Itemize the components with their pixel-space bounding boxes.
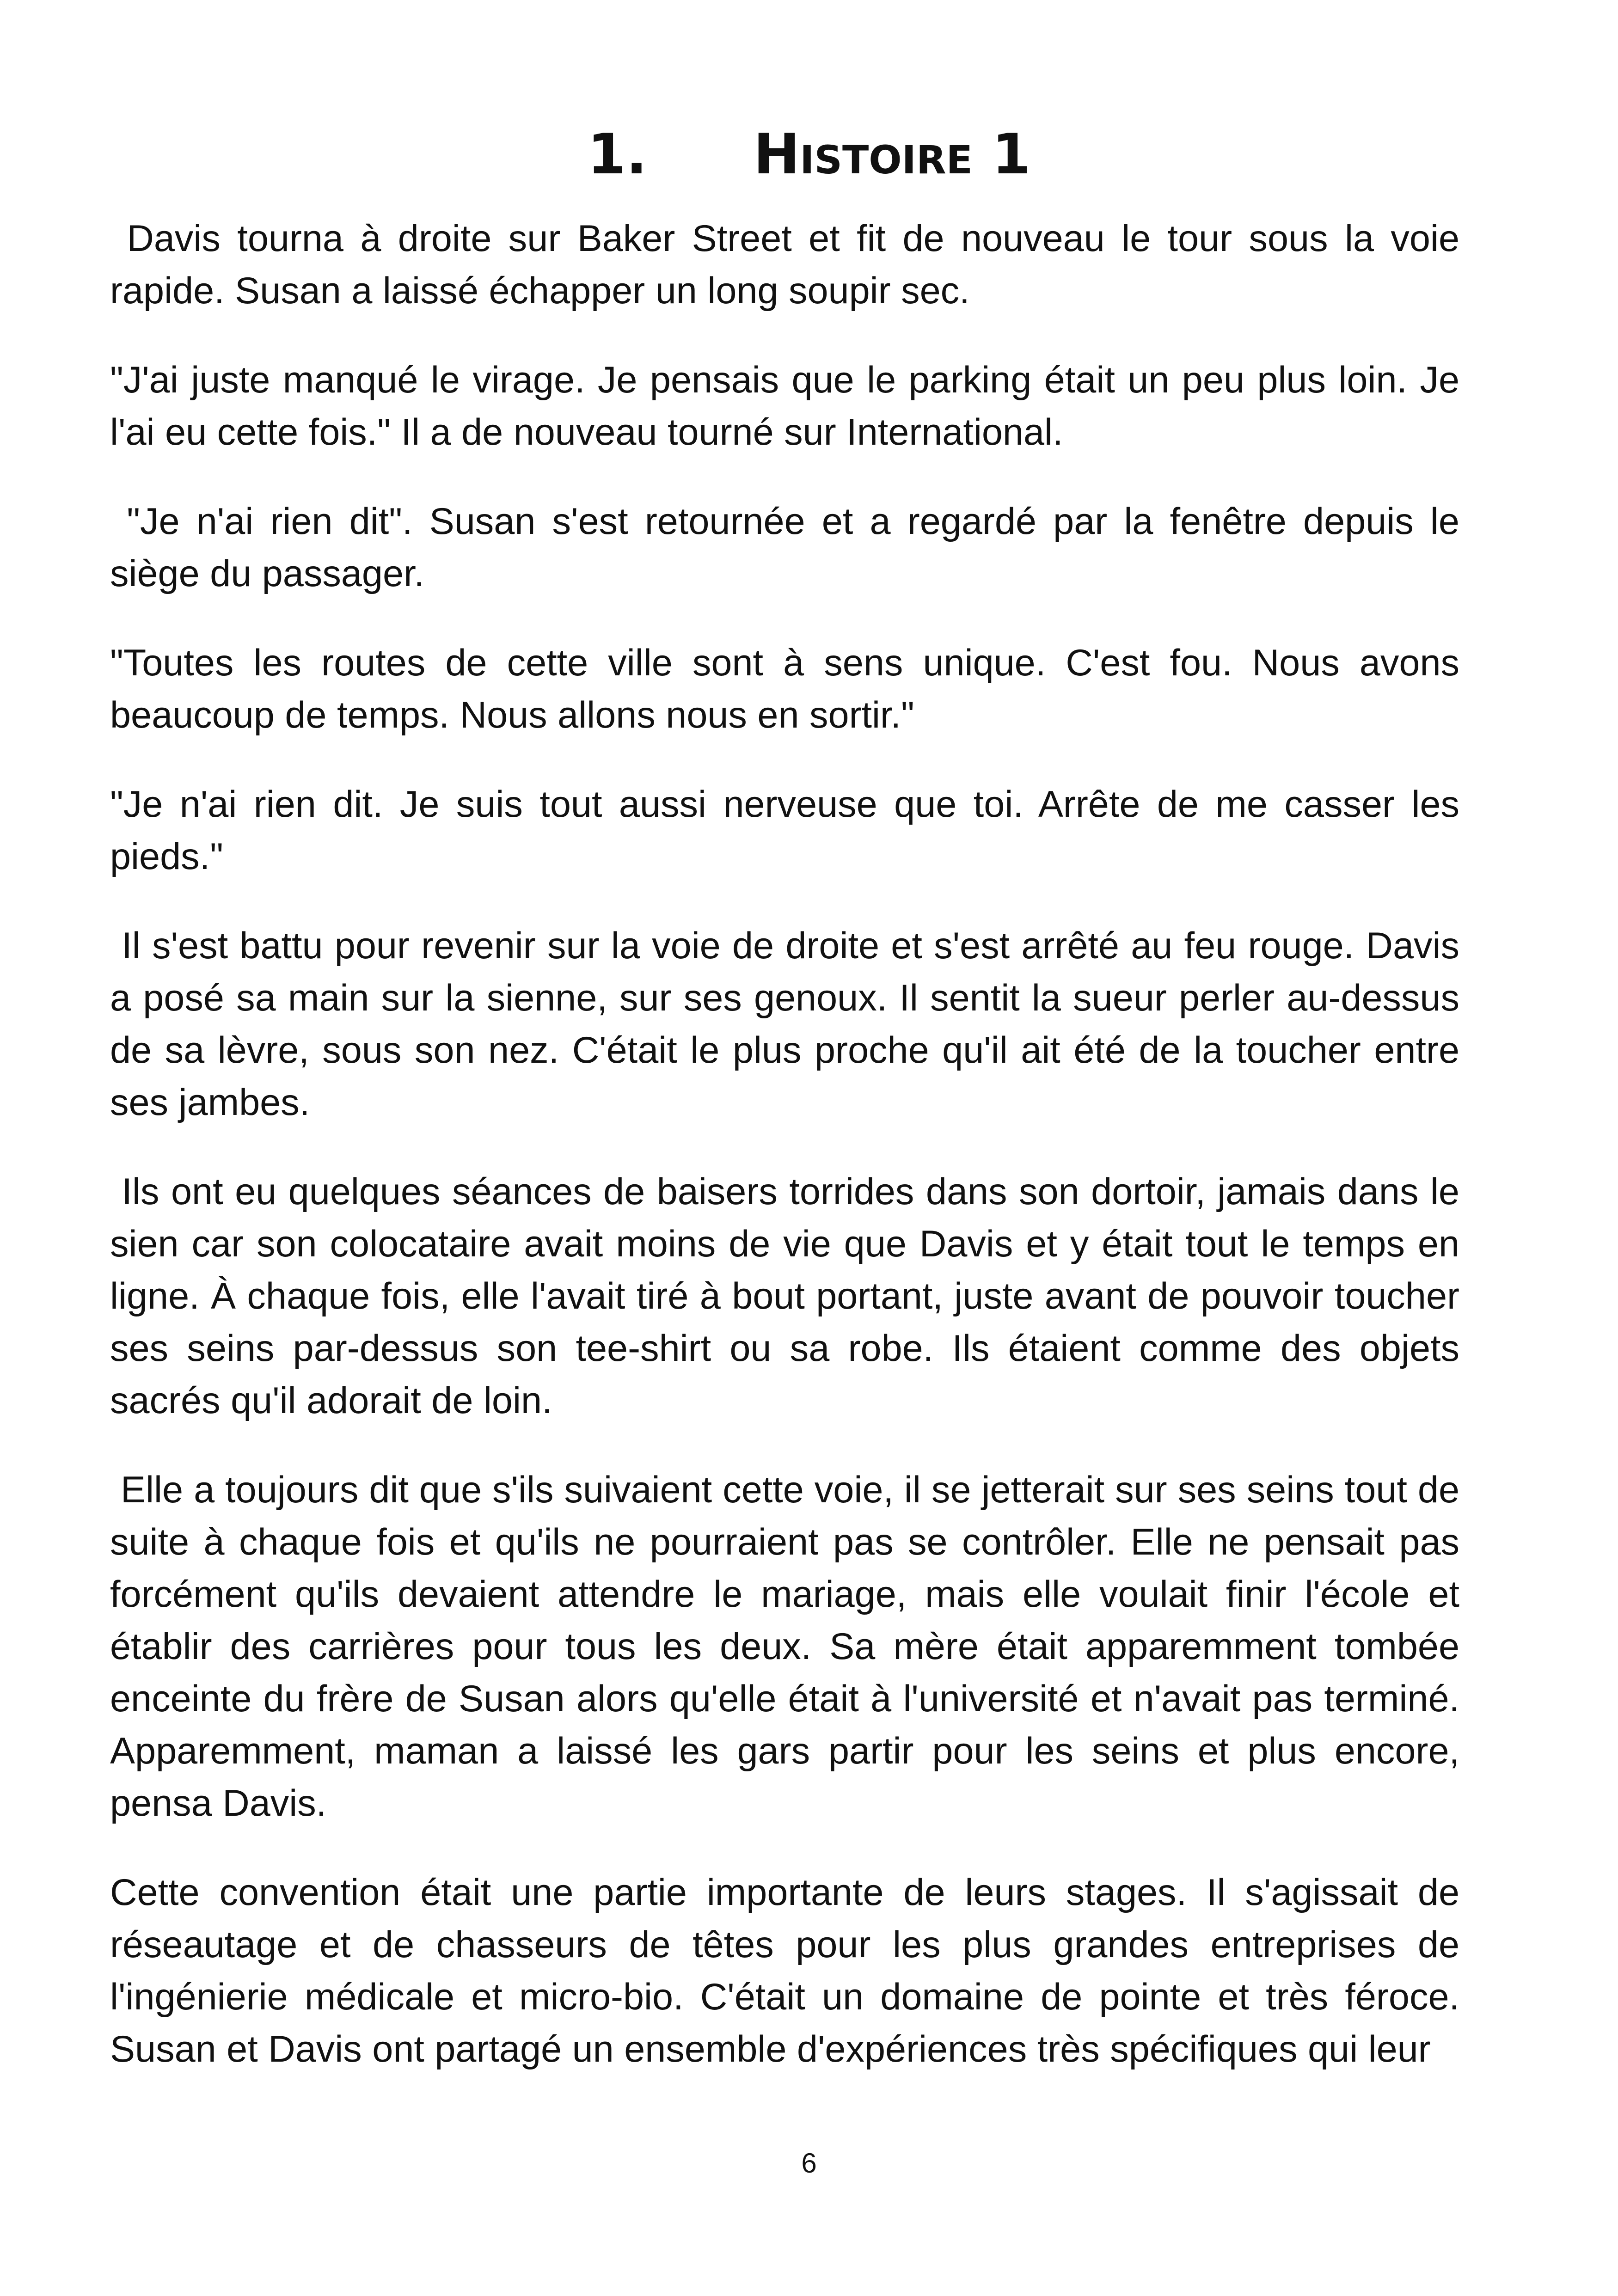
paragraph: Ils ont eu quelques séances de baisers torrides dans son dortoir, jamais dans le sien car son colocataire avait moins de vie que Davis et y était tout le temps en ligne. À chaque fois, elle l'avait tiré à bout portant, juste avant de pouvoir toucher ses seins par-dessus son tee-shirt ou sa robe. Ils étaient comme des objets sacrés qu'il adorait de loin.	[110, 1171, 1470, 1421]
paragraph: Cette convention était une partie importante de leurs stages. Il s'agissait de réseautage et de chasseurs de têtes pour les plus grandes entreprises de l'ingénierie médicale et micro-bio. C'était un domaine de pointe et très féroce. Susan et Davis ont partagé un ensemble d'expériences très spécifiques qui leur	[110, 1872, 1470, 2070]
paragraph: Davis tourna à droite sur Baker Street et fit de nouveau le tour sous la voie rapide. Susan a laissé échapper un long soupir sec.	[110, 218, 1470, 312]
paragraph: Elle a toujours dit que s'ils suivaient cette voie, il se jetterait sur ses seins tout de suite à chaque fois et qu'ils ne pourraient pas se contrôler. Elle ne pensait pas forcément qu'ils devaient attendre le mariage, mais elle voulait finir l'école et établir des carrières pour tous les deux. Sa mère était apparemment tombée enceinte du frère de Susan alors qu'elle était à l'université et n'avait pas terminé. Apparemment, maman a laissé les gars partir pour les seins et plus encore, pensa Davis.	[110, 1469, 1470, 1824]
body-text	[110, 213, 1470, 2112]
chapter-heading	[0, 118, 1618, 192]
chapter-title: Histoire 1	[753, 122, 1031, 187]
page-number: 6	[801, 2148, 817, 2179]
paragraph: "Toutes les routes de cette ville sont à sens unique. C'est fou. Nous avons beaucoup de temps. Nous allons nous en sortir."	[110, 642, 1470, 736]
paragraph: "J'ai juste manqué le virage. Je pensais que le parking était un peu plus loin. Je l'ai eu cette fois." Il a de nouveau tourné sur International.	[110, 359, 1470, 453]
paragraph: "Je n'ai rien dit". Susan s'est retournée et a regardé par la fenêtre depuis le siège du passager.	[110, 501, 1470, 594]
chapter-number: 1.	[587, 122, 647, 187]
paragraph: Il s'est battu pour revenir sur la voie de droite et s'est arrêté au feu rouge. Davis a posé sa main sur la sienne, sur ses genoux. Il sentit la sueur perler au-dessus de sa lèvre, sous son nez. C'était le plus proche qu'il ait été de la toucher entre ses jambes.	[110, 925, 1470, 1123]
paragraph: "Je n'ai rien dit. Je suis tout aussi nerveuse que toi. Arrête de me casser les pieds."	[110, 784, 1470, 877]
